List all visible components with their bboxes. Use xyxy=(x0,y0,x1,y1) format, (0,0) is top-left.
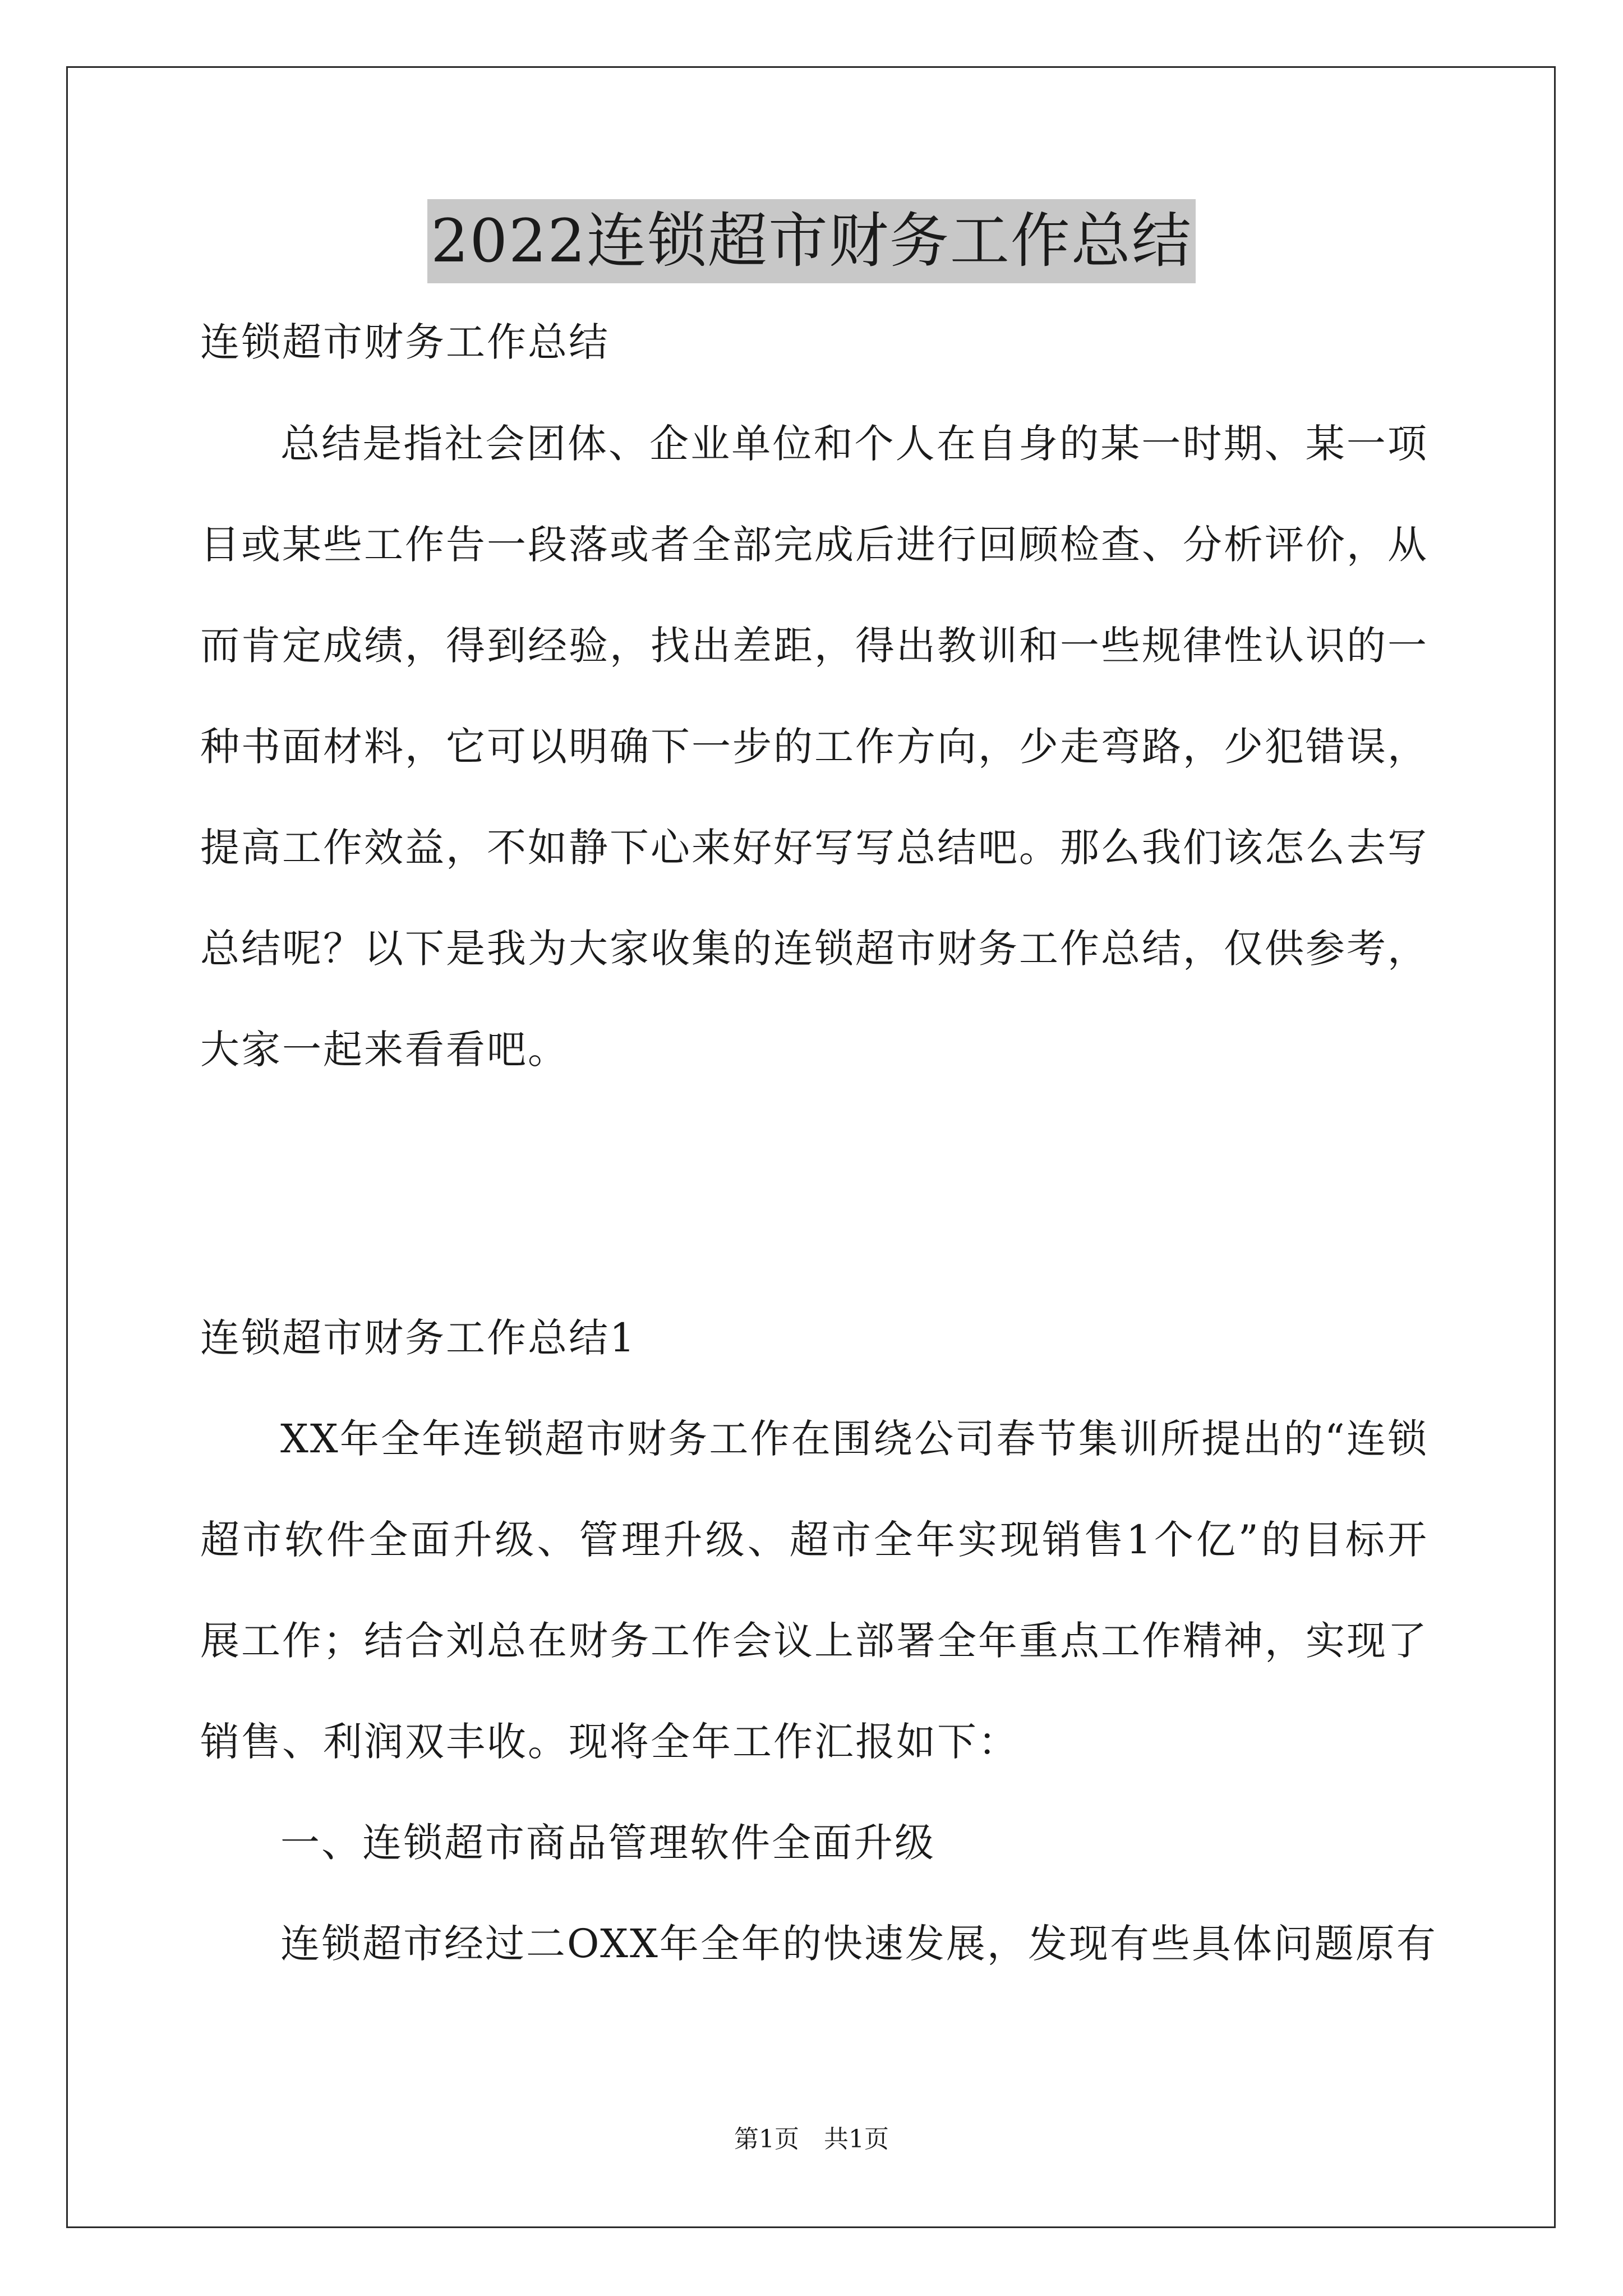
intro-line-5: 提高工作效益，不如静下心来好好写写总结吧。那么我们该怎么去写 xyxy=(200,825,1428,871)
page-footer: 第1页 共1页 xyxy=(734,2125,889,2154)
document-title-container xyxy=(0,199,1623,283)
document-subtitle: 连锁超市财务工作总结 xyxy=(200,319,610,365)
page-border xyxy=(66,66,1556,2228)
section-line-3: 展工作；结合刘总在财务工作会议上部署全年重点工作精神，实现了 xyxy=(200,1618,1428,1664)
intro-line-4: 种书面材料，它可以明确下一步的工作方向，少走弯路，少犯错误， xyxy=(200,724,1428,770)
section-line-2: 超市软件全面升级、管理升级、超市全年实现销售1个亿”的目标开 xyxy=(200,1517,1428,1563)
intro-line-6: 总结呢？以下是我为大家收集的连锁超市财务工作总结，仅供参考， xyxy=(200,926,1428,972)
section-line-1: XX年全年连锁超市财务工作在围绕公司春节集训所提出的“连锁 xyxy=(280,1416,1428,1462)
section-line-4: 销售、利润双丰收。现将全年工作汇报如下： xyxy=(200,1719,1019,1765)
intro-line-3: 而肯定成绩，得到经验，找出差距，得出教训和一些规律性认识的一 xyxy=(200,623,1428,669)
intro-line-1: 总结是指社会团体、企业单位和个人在自身的某一时期、某一项 xyxy=(280,421,1428,467)
intro-line-2: 目或某些工作告一段落或者全部完成后进行回顾检查、分析评价，从 xyxy=(200,522,1428,568)
section-heading: 连锁超市财务工作总结1 xyxy=(200,1315,637,1361)
intro-line-7: 大家一起来看看吧。 xyxy=(200,1027,569,1073)
item-heading: 一、连锁超市商品管理软件全面升级 xyxy=(280,1820,935,1866)
item-line-1: 连锁超市经过二OXX年全年的快速发展，发现有些具体问题原有 xyxy=(280,1921,1437,1967)
document-title: 2022连锁超市财务工作总结 xyxy=(427,199,1196,283)
